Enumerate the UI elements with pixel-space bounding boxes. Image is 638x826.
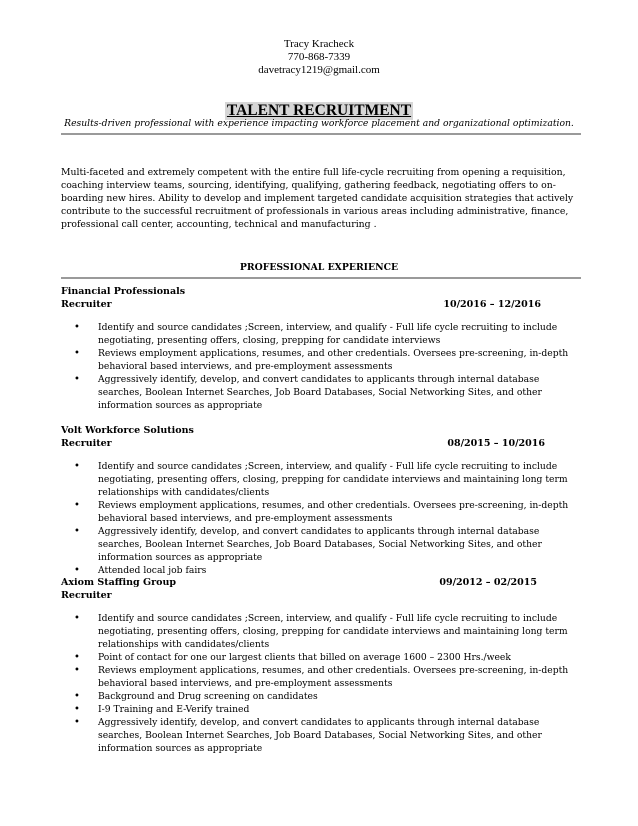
contact-block bbox=[0, 38, 638, 77]
list-item: • Aggressively identify, develop, and convert candidates to applicants through internal database searches, Boolean Internet Searches, Job Board Databases, Social Networking Sites, and other information sources as appropriate bbox=[61, 716, 581, 755]
job-dates: 10/2016 – 12/2016 bbox=[443, 299, 541, 310]
bullet-list bbox=[61, 612, 581, 755]
resume-subtitle: Results-driven professional with experience impacting workforce placement and organizational optimization. bbox=[64, 118, 574, 129]
list-item: • Identify and source candidates ;Screen, interview, and qualify - Full life cycle recruiting to include negotiating, presenting offers, closing, prepping for candidate interviews bbox=[61, 321, 581, 347]
job-dates: 09/2012 – 02/2015 bbox=[439, 577, 537, 588]
bullet-list bbox=[61, 460, 581, 577]
contact-phone: 770-868-7339 bbox=[287, 51, 351, 63]
list-item: • Background and Drug screening on candidates bbox=[61, 690, 581, 703]
contact-email: davetracy1219@gmail.com bbox=[258, 64, 380, 76]
role-row bbox=[61, 298, 581, 311]
summary-paragraph: Multi-faceted and extremely competent with the entire full life-cycle recruiting from opening a requisition, coaching interview teams, sourcing, identifying, qualifying, gathering feedback, negotiating offers to on-boarding new hires. Ability to develop and implement targeted candidate acquisition strategies that actively contribute to the successful recruitment of professionals in various areas including administrative, finance, professional call center, accounting, technical and manufacturing . bbox=[61, 167, 574, 230]
role-row bbox=[61, 437, 581, 450]
divider-rule bbox=[61, 133, 581, 135]
employer-row bbox=[61, 576, 581, 589]
list-item: • Reviews employment applications, resumes, and other credentials. Oversees pre-screening, in-depth behavioral based interviews, and pre-employment assessments bbox=[61, 664, 581, 690]
list-item: • Reviews employment applications, resumes, and other credentials. Oversees pre-screening, in-depth behavioral based interviews, and pre-employment assessments bbox=[61, 499, 581, 525]
job-role: Recruiter bbox=[61, 590, 112, 601]
role-row bbox=[61, 589, 581, 602]
employer-name: Volt Workforce Solutions bbox=[61, 425, 194, 436]
list-item: • Aggressively identify, develop, and convert candidates to applicants through internal database searches, Boolean Internet Searches, Job Board Databases, Social Networking Sites, and other information sources as appropriate bbox=[61, 525, 581, 564]
job-dates: 08/2015 – 10/2016 bbox=[447, 438, 545, 449]
job-entry bbox=[61, 285, 581, 412]
section-title: PROFESSIONAL EXPERIENCE bbox=[239, 262, 399, 273]
employer-name: Financial Professionals bbox=[61, 286, 186, 297]
list-item: • Reviews employment applications, resumes, and other credentials. Oversees pre-screening, in-depth behavioral based interviews, and pre-employment assessments bbox=[61, 347, 581, 373]
list-item: • Aggressively identify, develop, and convert candidates to applicants through internal database searches, Boolean Internet Searches, Job Board Databases, Social Networking Sites, and other information sources as appropriate bbox=[61, 373, 581, 412]
contact-name: Tracy Kracheck bbox=[283, 38, 355, 50]
job-role: Recruiter bbox=[61, 438, 112, 449]
bullet-list bbox=[61, 321, 581, 412]
list-item: • Identify and source candidates ;Screen, interview, and qualify - Full life cycle recruiting to include negotiating, presenting offers, closing, prepping for candidate interviews and maintaining long term relationships with candidates/clients bbox=[61, 612, 581, 651]
divider-rule bbox=[61, 277, 581, 279]
title-wrap bbox=[0, 100, 638, 120]
job-entry bbox=[61, 424, 581, 577]
list-item: • Point of contact for one our largest clients that billed on average 1600 – 2300 Hrs./week bbox=[61, 651, 581, 664]
list-item: • Attended local job fairs bbox=[61, 564, 581, 577]
list-item: • Identify and source candidates ;Screen, interview, and qualify - Full life cycle recruiting to include negotiating, presenting offers, closing, prepping for candidate interviews and maintaining long term relationships with candidates/clients bbox=[61, 460, 581, 499]
employer-name: Axiom Staffing Group bbox=[61, 577, 177, 588]
job-role: Recruiter bbox=[61, 299, 112, 310]
list-item: • I-9 Training and E-Verify trained bbox=[61, 703, 581, 716]
job-entry bbox=[61, 576, 581, 755]
resume-title: TALENT RECRUITMENT bbox=[226, 102, 412, 119]
